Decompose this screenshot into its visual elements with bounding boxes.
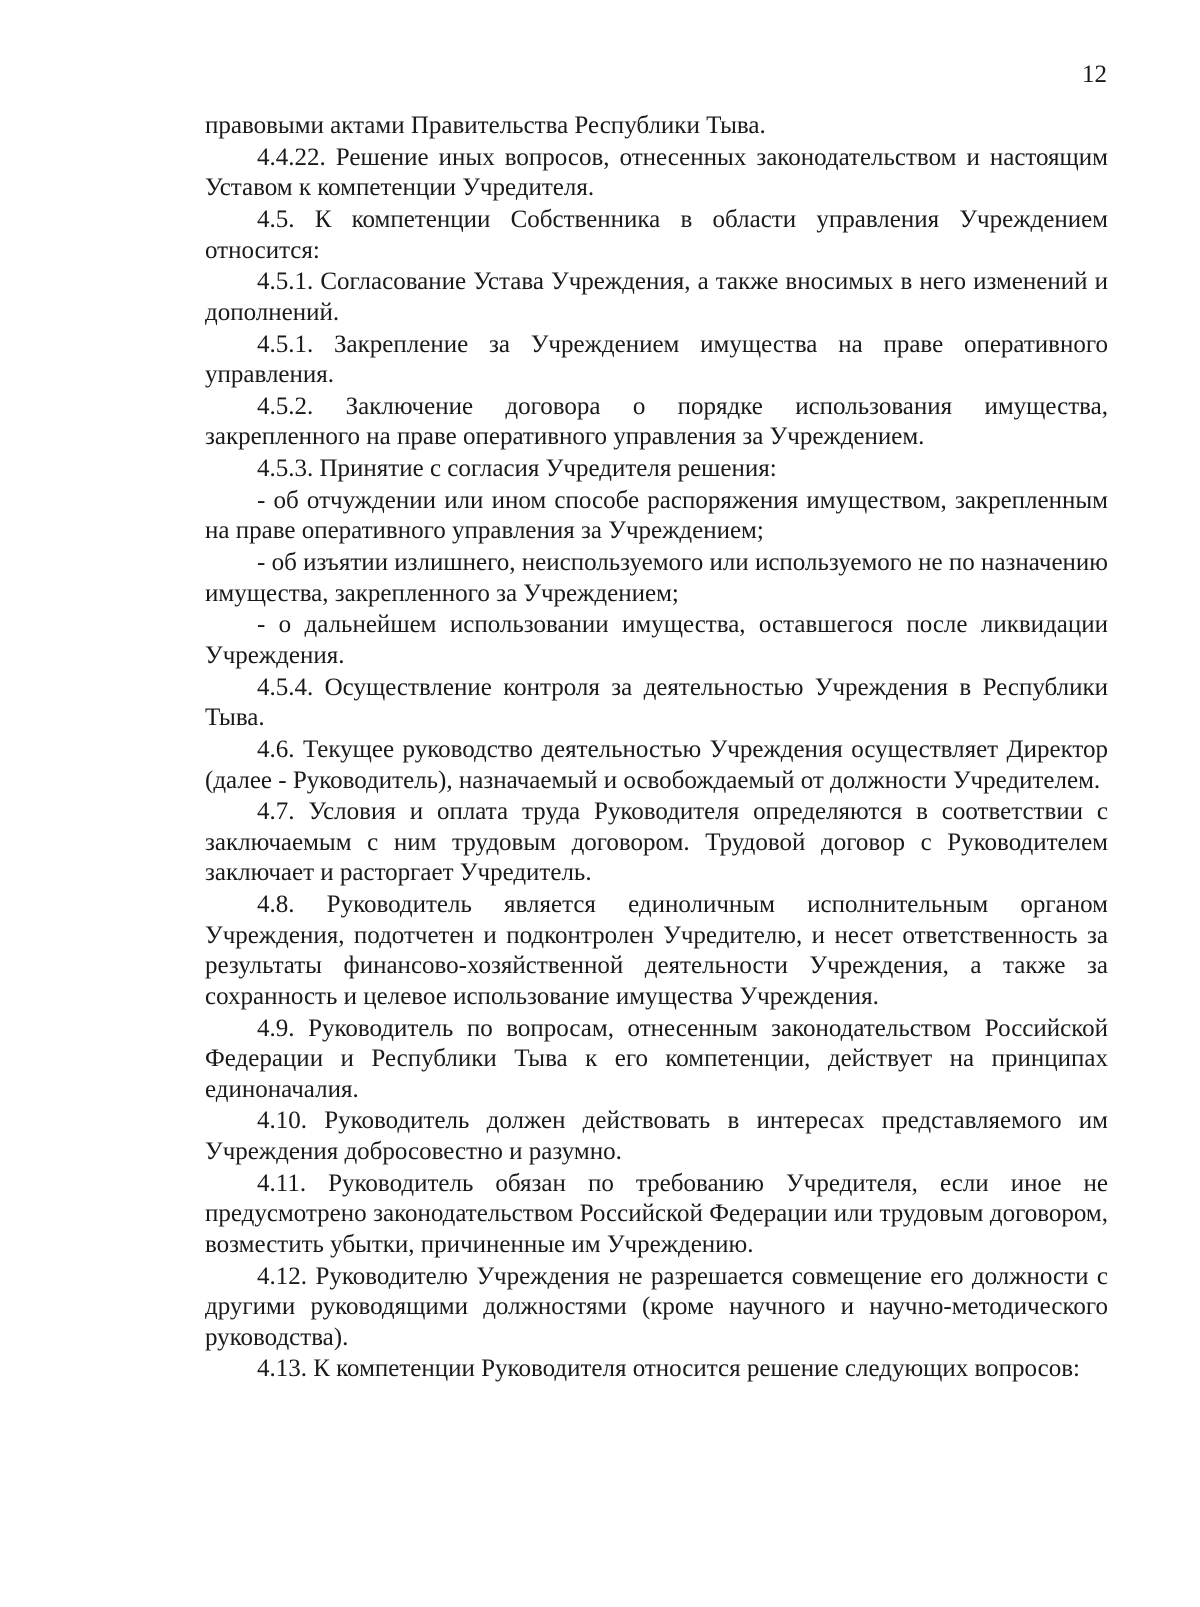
list-item-alienation: - об отчуждении или ином способе распоряжения имуществом, закрепленным на праве оперативного управления за Учреждением; bbox=[205, 486, 1108, 545]
document-body bbox=[205, 111, 1108, 1385]
paragraph-4-5-3: 4.5.3. Принятие с согласия Учредителя решения: bbox=[257, 455, 777, 483]
paragraph-4-5-1-a: 4.5.1. Согласование Устава Учреждения, а также вносимых в него изменений и дополнений. bbox=[205, 268, 1108, 326]
list-item-liquidation: - о дальнейшем использовании имущества, оставшегося после ликвидации Учреждения. bbox=[205, 611, 1108, 669]
paragraph-4-5-2: 4.5.2. Заключение договора о порядке использования имущества, закрепленного на праве оперативного управления за Учреждением. bbox=[205, 392, 1108, 451]
paragraph-4-9: 4.9. Руководитель по вопросам, отнесенным законодательством Российской Федерации и Республики Тыва к его компетенции, действует на принципах единоначалия. bbox=[205, 1014, 1108, 1103]
paragraph-4-5: 4.5. К компетенции Собственника в области управления Учреждением относится: bbox=[205, 205, 1108, 264]
paragraph-4-4-22: 4.4.22. Решение иных вопросов, отнесенных законодательством и настоящим Уставом к компетенции Учредителя. bbox=[205, 143, 1108, 202]
paragraph-4-12: 4.12. Руководителю Учреждения не разрешается совмещение его должности с другими руководящими должностями (кроме научного и научно-методического руководства). bbox=[205, 1262, 1108, 1351]
paragraph-4-6: 4.6. Текущее руководство деятельностью Учреждения осуществляет Директор (далее - Руководитель), назначаемый и освобождаемый от должности Учредителем. bbox=[205, 735, 1108, 794]
paragraph-4-11: 4.11. Руководитель обязан по требованию Учредителя, если иное не предусмотрено законодательством Российской Федерации или трудовым договором, возместить убытки, причиненные им Учреждению. bbox=[205, 1169, 1108, 1258]
paragraph-4-8: 4.8. Руководитель является единоличным исполнительным органом Учреждения, подотчетен и подконтролен Учредителю, и несет ответственность за результаты финансово-хозяйственной деятельности Учреждения, а также за сохранность и целевое использование имущества Учреждения. bbox=[205, 891, 1108, 1010]
list-item-seizure: - об изъятии излишнего, неиспользуемого или используемого не по назначению имущества, закрепленного за Учреждением; bbox=[205, 549, 1108, 607]
paragraph-4-7: 4.7. Условия и оплата труда Руководителя определяются в соответствии с заключаемым с ним трудовым договором. Трудовой договор с Руководителем заключает и расторгает Учредитель. bbox=[205, 798, 1108, 887]
paragraph-4-5-4: 4.5.4. Осуществление контроля за деятельностью Учреждения в Республики Тыва. bbox=[205, 673, 1108, 732]
paragraph-4-13: 4.13. К компетенции Руководителя относится решение следующих вопросов: bbox=[257, 1355, 1080, 1383]
page-number: 12 bbox=[1082, 61, 1107, 88]
paragraph-4-10: 4.10. Руководитель должен действовать в интересах представляемого им Учреждения добросовестно и разумно. bbox=[205, 1107, 1108, 1165]
paragraph-continuation: правовыми актами Правительства Республики Тыва. bbox=[205, 112, 766, 139]
paragraph-4-5-1-b: 4.5.1. Закрепление за Учреждением имущества на праве оперативного управления. bbox=[205, 330, 1108, 389]
